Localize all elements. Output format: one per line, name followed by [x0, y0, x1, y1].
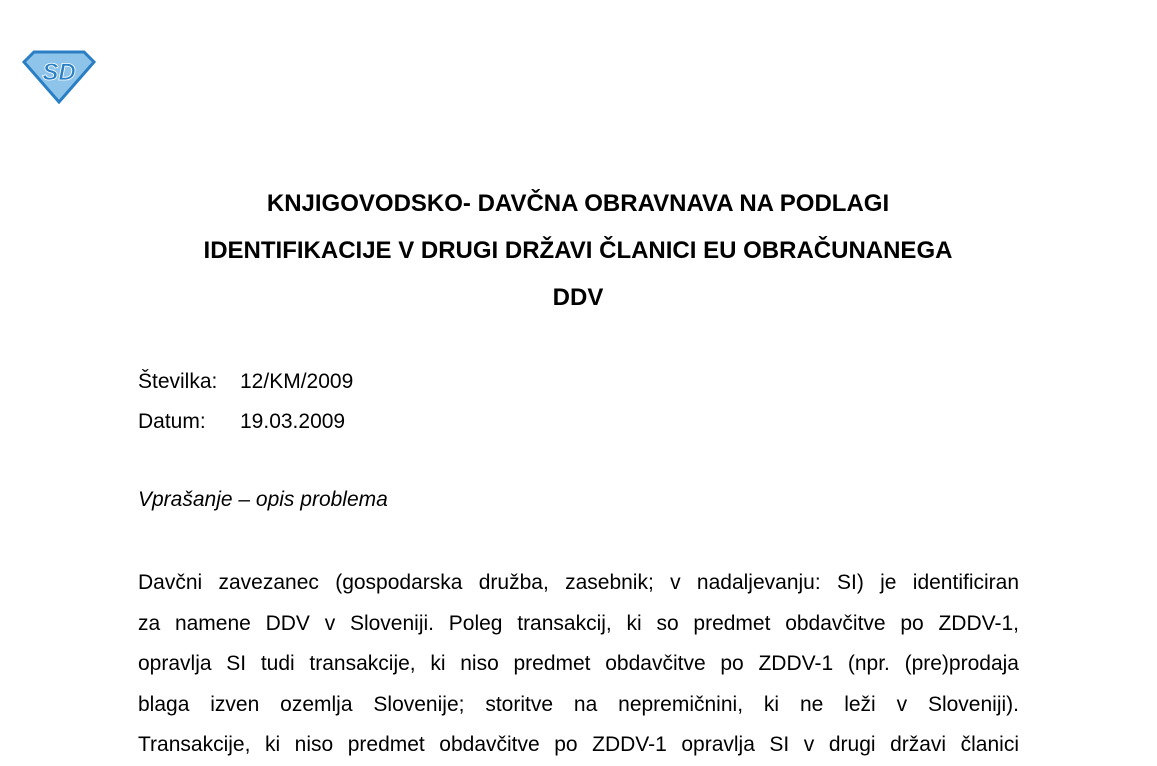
date-row: [138, 402, 353, 442]
body-line: Davčni zavezanec (gospodarska družba, zasebnik; v nadaljevanju: SI) je identificiran: [138, 571, 1019, 594]
date-value: 19.03.2009: [240, 410, 346, 433]
number-row: [138, 362, 353, 402]
number-value: 12/KM/2009: [240, 370, 354, 393]
svg-text:SD: SD: [42, 59, 76, 86]
date-label: Datum:: [138, 410, 206, 433]
title-line: DDV: [552, 284, 604, 311]
body-line: za namene DDV v Sloveniji. Poleg transakcij, ki so predmet obdavčitve po ZDDV-1,: [138, 611, 1019, 635]
number-label: Številka:: [138, 370, 218, 393]
document-title: [138, 180, 1018, 321]
document-meta: [138, 362, 353, 442]
title-line: IDENTIFIKACIJE V DRUGI DRŽAVI ČLANICI EU OBRAČUNANEGA: [203, 237, 953, 264]
title-line: KNJIGOVODSKO- DAVČNA OBRAVNAVA NA PODLAGI: [266, 190, 890, 217]
company-logo: [22, 48, 96, 104]
body-line: opravlja SI tudi transakcije, ki niso predmet obdavčitve po ZDDV-1 (npr. (pre)prodaja: [138, 652, 1019, 675]
body-line: blaga izven ozemlja Slovenije; storitve na nepremičnini, ki ne leži v Sloveniji).: [138, 692, 1019, 716]
question-heading: Vprašanje – opis problema: [138, 488, 388, 511]
body-line: Transakcije, ki niso predmet obdavčitve po ZDDV-1 opravlja SI v drugi državi članici: [138, 733, 1019, 756]
body-paragraph: [138, 563, 1019, 766]
